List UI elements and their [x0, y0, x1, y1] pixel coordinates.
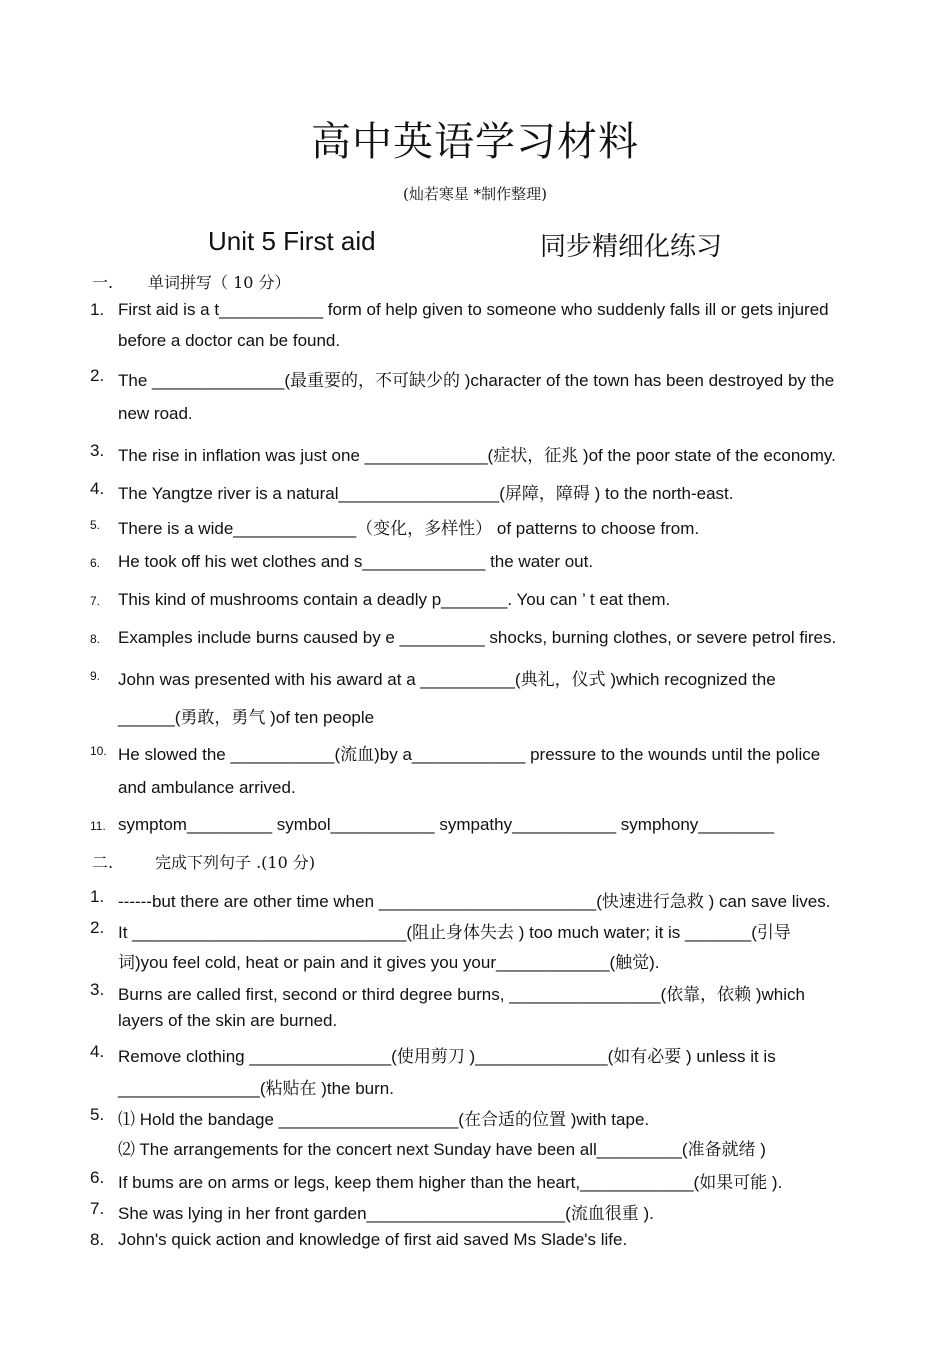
item-number: 3. [90, 980, 105, 999]
item-text: 词)you feel cold, heat or pain and it gives you your____________(触觉). [118, 953, 660, 972]
item-number: 6. [90, 1168, 105, 1187]
item-text: First aid is a t___________ form of help given to someone who suddenly falls ill or gets injured [118, 300, 829, 319]
item-number: 10. [90, 744, 107, 758]
item-number: 6. [90, 556, 101, 570]
item-text: new road. [118, 404, 193, 423]
section2-heading: 完成下列句子 .(10 分) [155, 853, 316, 872]
item-text: ⑴ Hold the bandage ___________________(在合适的位置 )with tape. [118, 1110, 650, 1129]
page-subtitle: (灿若寒星 *制作整理) [403, 185, 547, 203]
item-text: symptom_________ symbol___________ sympathy___________ symphony________ [118, 815, 774, 834]
item-text: He took off his wet clothes and s_____________ the water out. [118, 552, 594, 571]
item-number: 1. [90, 887, 105, 906]
item-text: layers of the skin are burned. [118, 1011, 338, 1030]
item-number: 5. [90, 1105, 105, 1124]
item-number: 2. [90, 366, 105, 385]
item-text: The rise in inflation was just one _____________(症状，征兆 )of the poor state of the economy. [118, 446, 836, 465]
item-number: 2. [90, 918, 105, 937]
unit-title: Unit 5 First aid [208, 226, 376, 256]
item-number: 7. [90, 594, 101, 608]
item-text: If bums are on arms or legs, keep them higher than the heart,____________(如果可能 ). [118, 1173, 783, 1192]
item-text: The ______________(最重要的，不可缺少的 )character of the town has been destroyed by the [118, 371, 835, 390]
item-text: This kind of mushrooms contain a deadly p_______. You can ’ t eat them. [118, 590, 671, 609]
unit-title-cn: 同步精细化练习 [540, 232, 723, 262]
item-text: Examples include burns caused by e _________ shocks, burning clothes, or severe petrol fires. [118, 628, 837, 647]
item-number: 4. [90, 1042, 105, 1061]
item-number: 1. [90, 300, 105, 319]
item-text: He slowed the ___________(流血)by a____________ pressure to the wounds until the police [118, 745, 821, 764]
item-number: 8. [90, 1230, 105, 1249]
item-text: ______(勇敢，勇气 )of ten people [118, 708, 375, 727]
item-text: The Yangtze river is a natural_________________(屏障，障碍 ) to the north-east. [118, 484, 734, 503]
item-number: 8. [90, 632, 101, 646]
item-text: She was lying in her front garden_____________________(流血很重 ). [118, 1204, 654, 1223]
section1-heading: 单词拼写（ 10 分） [148, 273, 291, 292]
item-text: _______________(粘贴在 )the burn. [118, 1079, 394, 1098]
item-text: ------but there are other time when _______________________(快速进行急救 ) can save lives. [118, 892, 831, 911]
item-text: Burns are called first, second or third degree burns, ________________(依靠，依赖 )which [118, 985, 805, 1004]
item-text: and ambulance arrived. [118, 778, 296, 797]
item-number: 5. [90, 518, 101, 532]
section1-marker: 一. [92, 273, 114, 292]
item-text: ⑵ The arrangements for the concert next Sunday have been all_________(准备就绪 ) [118, 1140, 766, 1159]
item-text: John's quick action and knowledge of first aid saved Ms Slade's life. [118, 1230, 628, 1249]
item-text: John was presented with his award at a __________(典礼，仪式 )which recognized the [118, 670, 776, 689]
section2-marker: 二. [92, 853, 114, 872]
item-number: 4. [90, 479, 105, 498]
item-number: 9. [90, 669, 101, 683]
page-title: 高中英语学习材料 [311, 119, 639, 165]
item-text: There is a wide_____________（变化，多样性） of patterns to choose from. [118, 519, 700, 538]
item-text: before a doctor can be found. [118, 331, 341, 350]
item-text: It _____________________________(阻止身体失去 ) too much water; it is _______(引导 [118, 923, 791, 942]
item-text: Remove clothing _______________(使用剪刀 )______________(如有必要 ) unless it is [118, 1047, 776, 1066]
item-number: 3. [90, 441, 105, 460]
item-number: 11. [90, 819, 106, 833]
item-number: 7. [90, 1199, 105, 1218]
